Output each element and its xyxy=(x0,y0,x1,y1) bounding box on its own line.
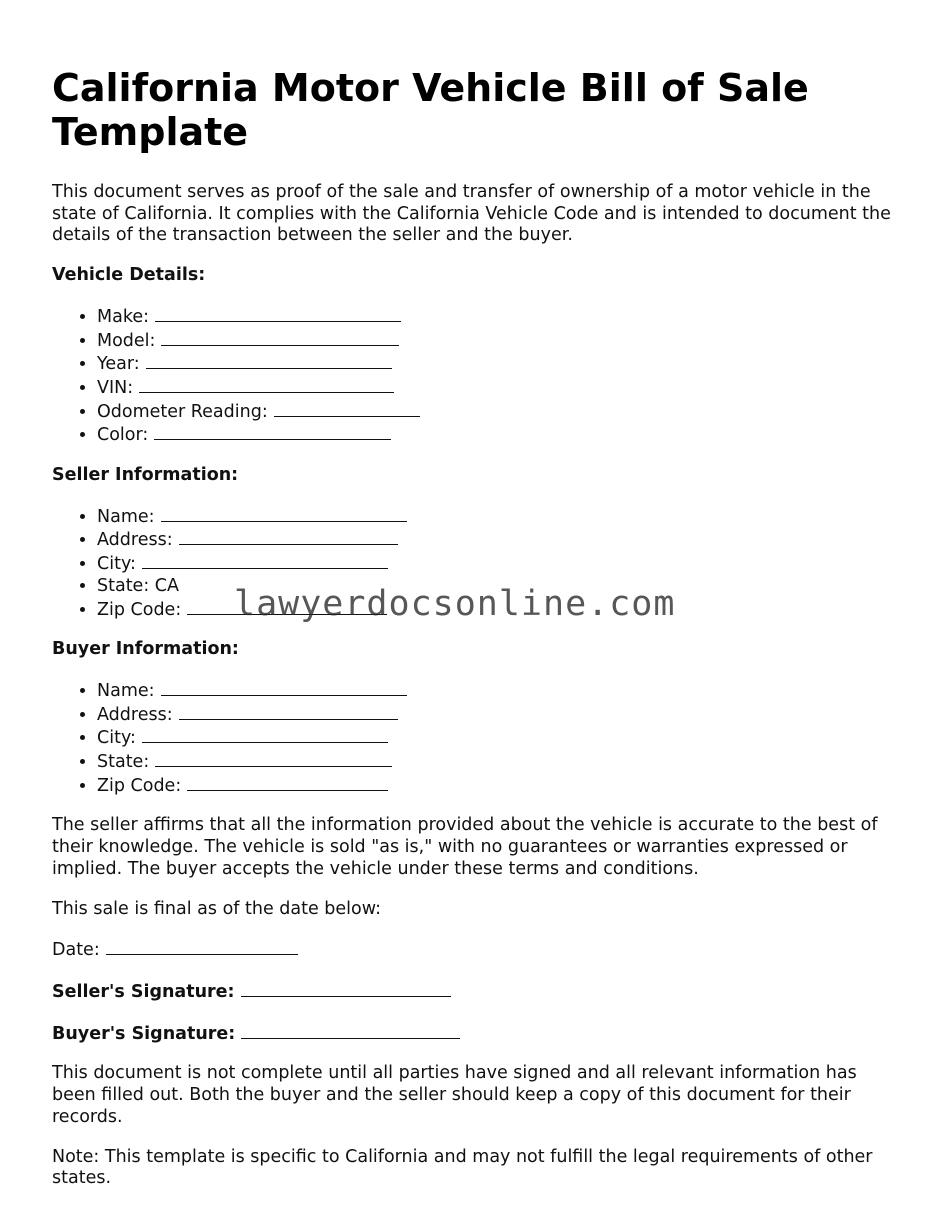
buyer-state-label: State: xyxy=(97,752,150,773)
buyer-address-label: Address: xyxy=(97,704,173,725)
buyer-state-field[interactable] xyxy=(155,750,392,767)
seller-signature-label: Seller's Signature: xyxy=(52,981,235,1002)
buyer-info-list xyxy=(52,679,892,798)
list-item xyxy=(97,679,892,703)
seller-name-label: Name: xyxy=(97,506,155,527)
list-item xyxy=(97,329,892,353)
vin-field[interactable] xyxy=(139,376,394,393)
list-item xyxy=(97,400,892,424)
watermark-text: lawyerdocsonline.com xyxy=(234,584,676,624)
odometer-label: Odometer Reading: xyxy=(97,401,268,422)
document-title: California Motor Vehicle Bill of Sale Template xyxy=(52,66,809,154)
seller-city-label: City: xyxy=(97,554,136,575)
buyer-name-label: Name: xyxy=(97,680,155,701)
list-item xyxy=(97,423,892,447)
completion-note: This document is not complete until all parties have signed and all relevant information has been filled out. Both the buyer and the seller should keep a copy of this document for their records. xyxy=(52,1063,857,1127)
color-label: Color: xyxy=(97,425,149,446)
list-item xyxy=(97,750,892,774)
buyer-name-field[interactable] xyxy=(161,679,407,696)
list-item xyxy=(97,305,892,329)
make-label: Make: xyxy=(97,306,149,327)
year-field[interactable] xyxy=(146,352,392,369)
seller-name-field[interactable] xyxy=(161,505,407,522)
date-line xyxy=(52,938,892,962)
list-item xyxy=(97,352,892,376)
vehicle-details-heading: Vehicle Details: xyxy=(52,265,206,286)
seller-info-heading: Seller Information: xyxy=(52,465,239,486)
document-page xyxy=(52,66,892,1208)
buyer-city-label: City: xyxy=(97,728,136,749)
seller-state-label: State: CA xyxy=(97,575,179,596)
odometer-field[interactable] xyxy=(274,400,420,417)
list-item xyxy=(97,376,892,400)
list-item xyxy=(97,505,892,529)
list-item xyxy=(97,528,892,552)
intro-paragraph: This document serves as proof of the sale and transfer of ownership of a motor vehicle in the state of California. It complies with the California Vehicle Code and is intended to document the details of the transaction between the seller and the buyer. xyxy=(52,182,891,246)
vin-label: VIN: xyxy=(97,377,134,398)
list-item xyxy=(97,774,892,798)
affirmation-paragraph: The seller affirms that all the information provided about the vehicle is accurate to the best of their knowledge. The vehicle is sold "as is," with no guarantees or warranties expressed or implied. The buyer accepts the vehicle under these terms and conditions. xyxy=(52,815,878,879)
seller-address-field[interactable] xyxy=(179,528,398,545)
list-item xyxy=(97,726,892,750)
seller-address-label: Address: xyxy=(97,530,173,551)
seller-city-field[interactable] xyxy=(142,552,388,569)
final-sale-text: This sale is final as of the date below: xyxy=(52,898,381,919)
buyer-zip-label: Zip Code: xyxy=(97,775,182,796)
state-note: Note: This template is specific to California and may not fulfill the legal requirements of other states. xyxy=(52,1146,873,1189)
buyer-info-heading: Buyer Information: xyxy=(52,639,239,660)
seller-signature-field[interactable] xyxy=(241,980,451,997)
date-label: Date: xyxy=(52,940,100,961)
buyer-city-field[interactable] xyxy=(142,726,388,743)
buyer-signature-line xyxy=(52,1022,892,1046)
buyer-signature-field[interactable] xyxy=(241,1022,460,1039)
make-field[interactable] xyxy=(155,305,401,322)
buyer-zip-field[interactable] xyxy=(187,774,388,791)
list-item xyxy=(97,552,892,576)
list-item xyxy=(97,703,892,727)
vehicle-details-list xyxy=(52,305,892,447)
buyer-signature-label: Buyer's Signature: xyxy=(52,1023,236,1044)
model-label: Model: xyxy=(97,330,156,351)
seller-zip-label: Zip Code: xyxy=(97,599,182,620)
buyer-address-field[interactable] xyxy=(179,703,398,720)
seller-signature-line xyxy=(52,980,892,1004)
date-field[interactable] xyxy=(106,938,298,955)
color-field[interactable] xyxy=(154,423,391,440)
year-label: Year: xyxy=(97,354,140,375)
model-field[interactable] xyxy=(161,329,399,346)
